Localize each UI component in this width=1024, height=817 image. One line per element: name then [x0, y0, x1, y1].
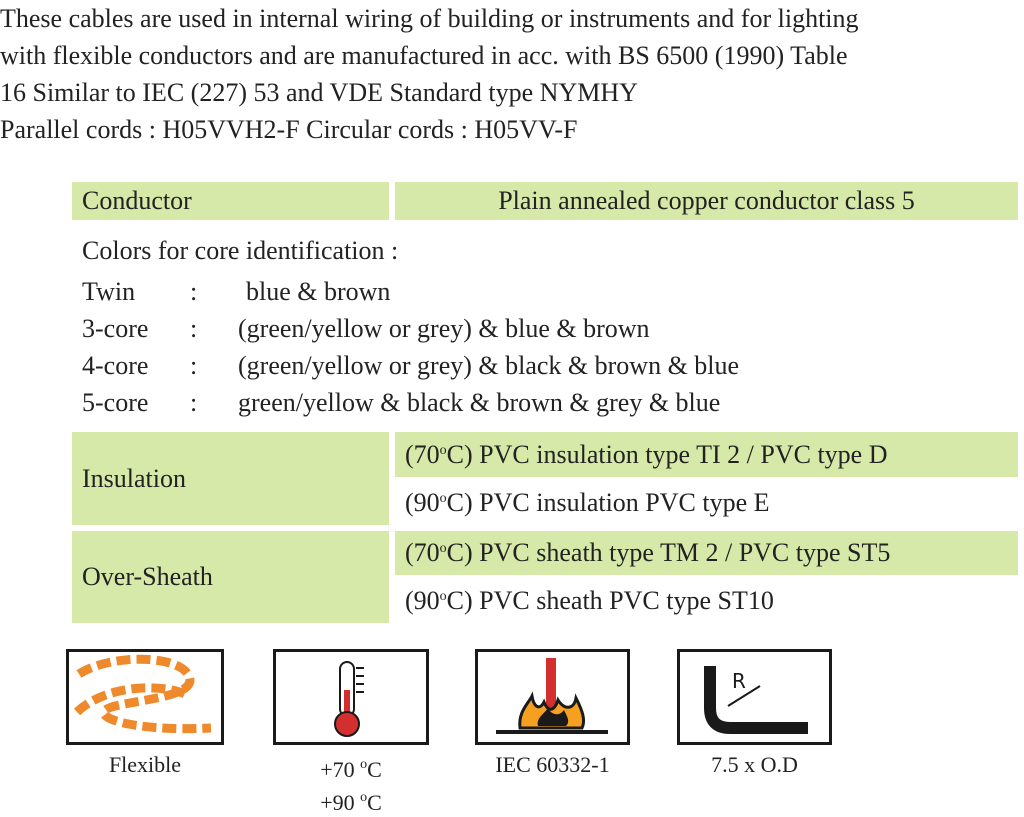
flexible-caption: Flexible [108, 752, 182, 777]
bend-radius-icon [677, 649, 832, 745]
flexible-icon [66, 649, 224, 745]
temperature-line: +70 $^o$C [320, 757, 382, 782]
core-color-value: green/yellow & black & brown & grey & blue [238, 388, 721, 417]
insulation-option-70 [395, 432, 1018, 477]
oversheath-label-cell [72, 531, 389, 623]
oversheath-option-text: (90$^o$C) PVC sheath PVC type ST10 [405, 586, 774, 615]
core-type-label: Twin [82, 277, 136, 306]
oversheath-option-90 [395, 579, 1018, 623]
flame-test-caption: IEC 60332-1 [495, 752, 610, 777]
core-color-value: blue & brown [246, 277, 391, 306]
insulation-option-text: (70$^o$C) PVC insulation type TI 2 / PVC type D [405, 439, 888, 469]
core-type-label: 4-core [82, 351, 149, 380]
core-type-label: 3-core [82, 314, 149, 343]
oversheath-option-text: (70$^o$C) PVC sheath type TM 2 / PVC type ST5 [405, 538, 891, 567]
conductor-value: Plain annealed copper conductor class 5 [498, 186, 915, 215]
intro-line: 16 Similar to IEC (227) 53 and VDE Standard type NYMHY [0, 78, 638, 107]
temperature-caption [273, 751, 429, 817]
radius-letter: R [732, 669, 746, 693]
core-color-value: (green/yellow or grey) & blue & brown [238, 314, 650, 343]
colon: : [190, 388, 198, 417]
cord-types-line: Parallel cords : H05VVH2-F Circular cords : H05VV-F [0, 115, 578, 144]
conductor-value-cell [395, 182, 1018, 220]
intro-line: These cables are used in internal wiring of building or instruments and for lighting [0, 4, 859, 33]
conductor-label-cell [72, 182, 389, 220]
core-colors-heading: Colors for core identification : [82, 236, 399, 265]
oversheath-label: Over-Sheath [82, 562, 213, 591]
insulation-option-90 [395, 481, 1018, 525]
thermometer-icon [273, 649, 429, 745]
intro-paragraph [0, 0, 1024, 148]
flame-icon [475, 649, 630, 745]
insulation-label: Insulation [82, 463, 186, 493]
colon: : [190, 314, 198, 343]
colon: : [190, 277, 198, 306]
conductor-label: Conductor [82, 186, 192, 215]
core-type-label: 5-core [82, 388, 149, 417]
bend-radius-caption: 7.5 x O.D [711, 752, 798, 777]
core-color-value: (green/yellow or grey) & black & brown & blue [238, 351, 740, 380]
intro-line: with flexible conductors and are manufactured in acc. with BS 6500 (1990) Table [0, 41, 848, 70]
insulation-option-text: (90$^o$C) PVC insulation PVC type E [405, 488, 770, 517]
oversheath-option-70 [395, 531, 1018, 575]
insulation-label-cell [72, 432, 389, 525]
colon: : [190, 351, 198, 380]
temperature-line: +90 $^o$C [320, 790, 382, 815]
